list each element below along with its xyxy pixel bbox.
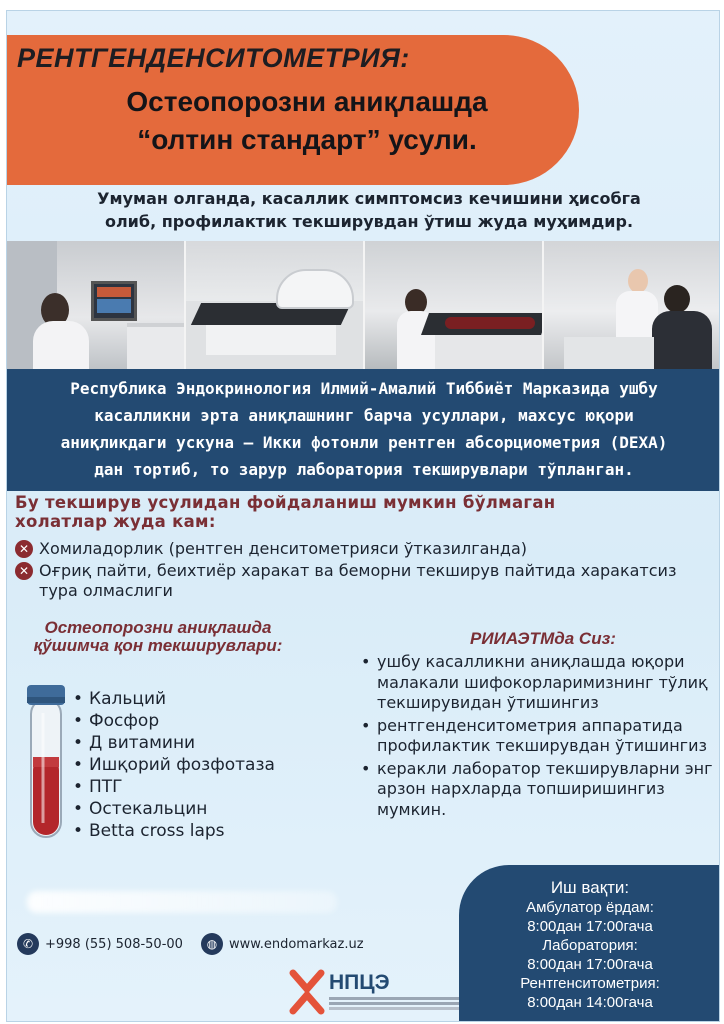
hours-ambulatory-label: Амбулатор ёрдам: <box>526 899 654 916</box>
list-item: • Кальций <box>69 688 309 710</box>
logo-mark-icon <box>287 969 327 1015</box>
info-line-2: касалликни эрта аниқлашнинг барча усуллари, махсус юқори <box>94 406 634 425</box>
hours-xray-label: Рентгенситометрия: <box>520 975 660 992</box>
info-band <box>7 369 720 491</box>
list-item: • керакли лаборатор текширувларни энг арзон нархларда топширишингиз мумкин. <box>355 759 717 821</box>
website-contact[interactable] <box>201 933 364 955</box>
subtitle-line-1: Остеопорозни аниқлашда <box>126 86 488 117</box>
logo-fine-print <box>329 997 459 1000</box>
list-item: • ПТГ <box>69 776 309 798</box>
photo-blood-draw <box>544 241 720 369</box>
photo-patient-scan <box>365 241 544 369</box>
blurred-text <box>27 891 337 913</box>
test-tube-icon <box>23 683 69 843</box>
info-line-1: Республика Эндокринология Илмий-Амалий Тиббиёт Марказида ушбу <box>70 379 658 398</box>
page-subtitle <box>47 83 567 159</box>
page-title: РЕНТГЕНДЕНСИТОМЕТРИЯ: <box>17 43 410 73</box>
globe-icon: ◍ <box>201 933 223 955</box>
hours-lab-time: 8:00дан 17:00гача <box>527 956 653 973</box>
subtitle-line-2: “олтин стандарт” усули. <box>137 124 477 155</box>
hours-lab-label: Лаборатория: <box>542 937 638 954</box>
phone-icon: ✆ <box>17 933 39 955</box>
intro-line-2: олиб, профилактик текширувдан ўтиш жуда муҳимдир. <box>104 212 634 231</box>
logo <box>283 967 463 1019</box>
intro-line-1: Умуман олганда, касаллик симптомсиз кечишини ҳисобга <box>97 189 641 208</box>
cross-icon: ✕ <box>15 562 33 580</box>
photo-doctor-at-computer <box>7 241 186 369</box>
intro-text <box>27 187 711 233</box>
working-hours <box>459 865 720 1022</box>
list-item: • Д витамини <box>69 732 309 754</box>
contraindications-list <box>15 539 715 603</box>
benefits-list <box>355 652 717 822</box>
logo-text: НПЦЭ <box>329 971 390 994</box>
list-item: • ушбу касалликни аниқлашда юқори малакали шифокорларимизнинг тўлиқ текширувидан ўтишингиз <box>355 652 717 714</box>
lab-tests-heading: Остеопорозни аниқлашда қўшимча қон текширувлари: <box>33 618 283 655</box>
hours-title: Иш вақти: <box>550 878 630 897</box>
contraindications-heading: Бу текширув усулидан фойдаланиш мумкин бўлмаган холатлар жуда кам: <box>15 493 556 531</box>
list-item: • Betta cross laps <box>69 820 309 842</box>
phone-number[interactable]: +998 (55) 508-50-00 <box>45 936 183 952</box>
lab-tests-list <box>69 688 309 842</box>
list-item: • Ишқорий фозфотаза <box>69 754 309 776</box>
list-item <box>15 539 715 559</box>
hours-xray-time: 8:00дан 14:00гача <box>527 994 653 1011</box>
poster <box>6 10 720 1022</box>
cross-icon: ✕ <box>15 540 33 558</box>
photo-densitometer <box>186 241 365 369</box>
list-item: • Фосфор <box>69 710 309 732</box>
info-line-4: дан тортиб, то зарур лаборатория текширувлари тўпланган. <box>94 460 634 479</box>
contraindication-text: Хомиладорлик (рентген денситометрияси ўтказилганда) <box>39 539 527 558</box>
phone-contact[interactable] <box>17 933 183 955</box>
list-item: • Остекальцин <box>69 798 309 820</box>
benefits-heading: РИИАЭТМда Сиз: <box>470 629 616 648</box>
list-item: • рентгенденситометрия аппаратида профилактик текширувдан ўтишингиз <box>355 716 717 757</box>
hours-ambulatory-time: 8:00дан 17:00гача <box>527 918 653 935</box>
contraindication-text: Оғриқ пайти, беихтиёр харакат ва беморни текширув пайтида харакатсиз тура олмаслиги <box>39 561 677 600</box>
website-link[interactable]: www.endomarkaz.uz <box>229 936 364 952</box>
info-line-3: аниқликдаги ускуна – Икки фотонли рентген абсорциометрия (DEXA) <box>60 433 668 452</box>
list-item <box>15 561 715 601</box>
photo-strip <box>7 241 720 369</box>
